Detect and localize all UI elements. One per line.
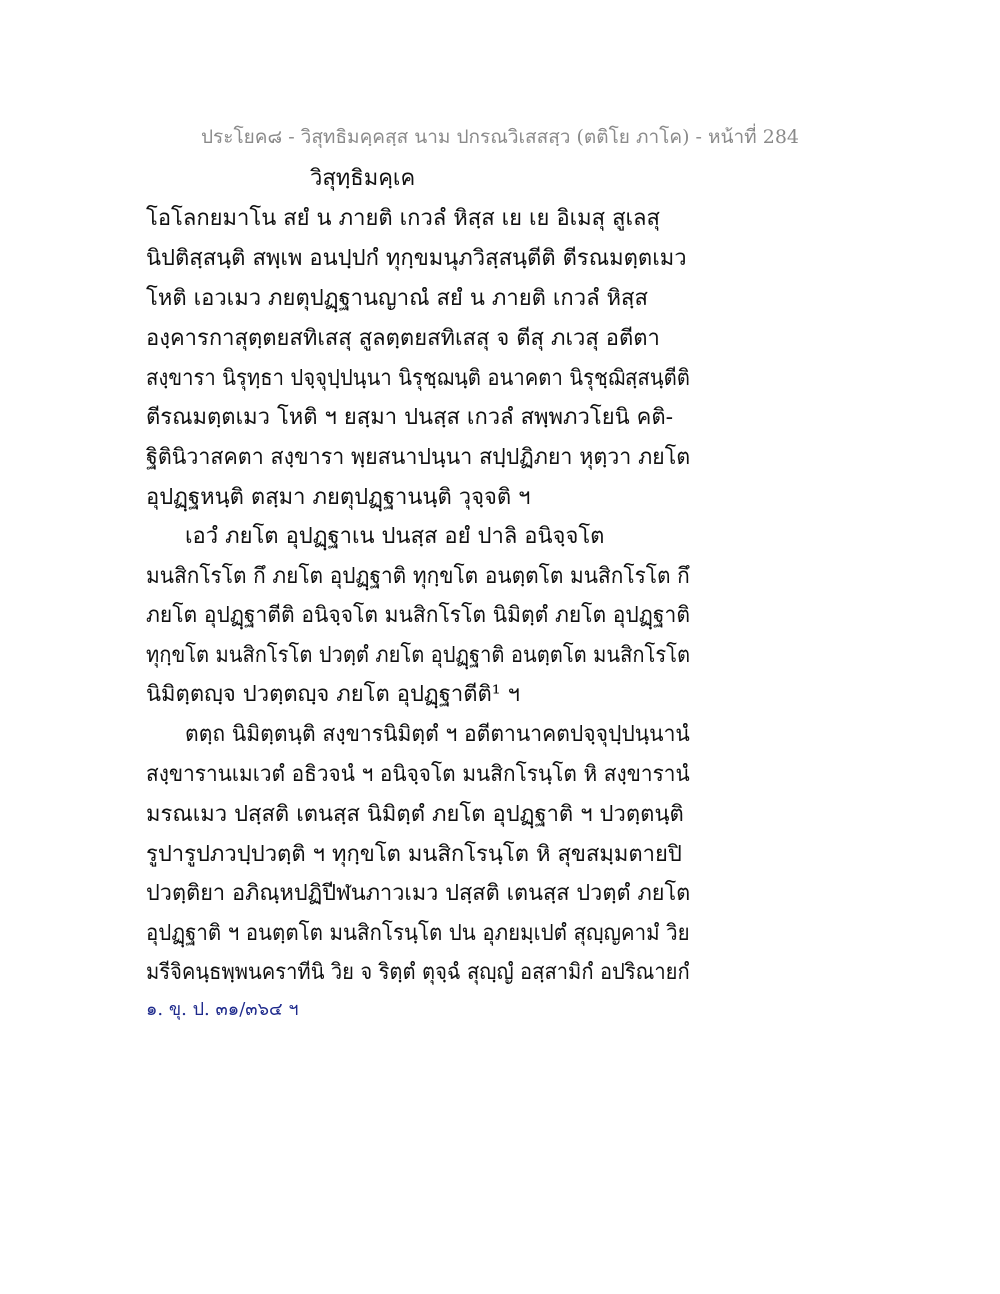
- section-title: วิสุทฺธิมคฺเค: [310, 166, 416, 191]
- footnote: ๑. ขุ. ป. ๓๑/๓๖๔ ฯ: [146, 999, 299, 1020]
- body-line: สงฺขารานเมเวตํ อธิวจนํ ฯ อนิจฺจโต มนสิกโรนฺโต หิ สงฺขารานํ: [146, 762, 690, 787]
- body-line: ภยโต อุปฏฺฐาตีติ อนิจฺจโต มนสิกโรโต นิมิตฺตํ ภยโต อุปฏฺฐาติ: [146, 603, 690, 628]
- body-line: ตตฺถ นิมิตฺตนฺติ สงฺขารนิมิตฺตํ ฯ อตีตานาคตปจฺจุปฺปนฺนานํ: [185, 722, 690, 747]
- body-line: นิมิตฺตญฺจ ปวตฺตญฺจ ภยโต อุปฏฺฐาตีติ¹ ฯ: [146, 682, 520, 707]
- body-line: โหติ เอวเมว ภยตุปฏฺฐานญาณํ สยํ น ภายติ เกวลํ หิสฺส: [146, 286, 648, 311]
- body-line: มรีจิคนฺธพฺพนคราทีนิ วิย จ ริตฺตํ ตุจฺฉํ สุญฺญํ อสฺสามิกํ อปริณายกํ: [146, 960, 690, 985]
- body-line: องฺคารกาสุตฺตยสทิเสสุ สูลตฺตยสทิเสสุ จ ตีสุ ภเวสุ อตีตา: [146, 326, 660, 351]
- body-line: ตีรณมตฺตเมว โหติ ฯ ยสฺมา ปนสฺส เกวลํ สพฺพภวโยนิ คติ-: [146, 405, 674, 430]
- body-line: อุปฏฺฐหนฺติ ตสฺมา ภยตุปฏฺฐานนฺติ วุจฺจติ ฯ: [146, 485, 531, 510]
- body-line: มรณเมว ปสฺสติ เตนสฺส นิมิตฺตํ ภยโต อุปฏฺฐาติ ฯ ปวตฺตนฺติ: [146, 802, 684, 827]
- body-line: มนสิกโรโต กึ ภยโต อุปฏฺฐาติ ทุกฺขโต อนตฺตโต มนสิกโรโต กึ: [146, 564, 690, 589]
- body-line: ปวตฺติยา อภิณฺหปฏิปีฬนภาวเมว ปสฺสติ เตนสฺส ปวตฺตํ ภยโต: [146, 881, 691, 906]
- body-line: โอโลกยมาโน สยํ น ภายติ เกวลํ หิสฺส เย เย อิเมสุ สูเลสุ: [146, 206, 660, 231]
- body-line: อุปฏฺฐาติ ฯ อนตฺตโต มนสิกโรนฺโต ปน อุภยมฺเปตํ สุญฺญคามํ วิย: [146, 921, 690, 946]
- body-line: ทุกฺขโต มนสิกโรโต ปวตฺตํ ภยโต อุปฏฺฐาติ อนตฺตโต มนสิกโรโต: [146, 643, 691, 668]
- body-line: รูปารูปภวปฺปวตฺติ ฯ ทุกฺขโต มนสิกโรนฺโต หิ สุขสมฺมตายปิ: [146, 842, 682, 867]
- body-line: นิปติสฺสนฺติ สพฺเพ อนปฺปกํ ทุกฺขมนุภวิสฺสนฺตีติ ตีรณมตฺตเมว: [146, 246, 687, 271]
- page-header: ประโยค๘ - วิสุทธิมคฺคสฺส นาม ปกรณวิเสสสฺว (ตติโย ภาโค) - หน้าที่ 284: [200, 126, 800, 148]
- body-line: เอวํ ภยโต อุปฏฺฐาเน ปนสฺส อยํ ปาลิ อนิจฺจโต: [185, 524, 605, 549]
- body-line: ฐิตินิวาสคตา สงฺขารา พฺยสนาปนฺนา สปฺปฏิภยา หุตฺวา ภยโต: [146, 445, 691, 470]
- body-line: สงฺขารา นิรุทฺธา ปจฺจุปฺปนฺนา นิรุชฺฌนฺติ อนาคตา นิรุชฺฌิสฺสนฺตีติ: [146, 366, 690, 391]
